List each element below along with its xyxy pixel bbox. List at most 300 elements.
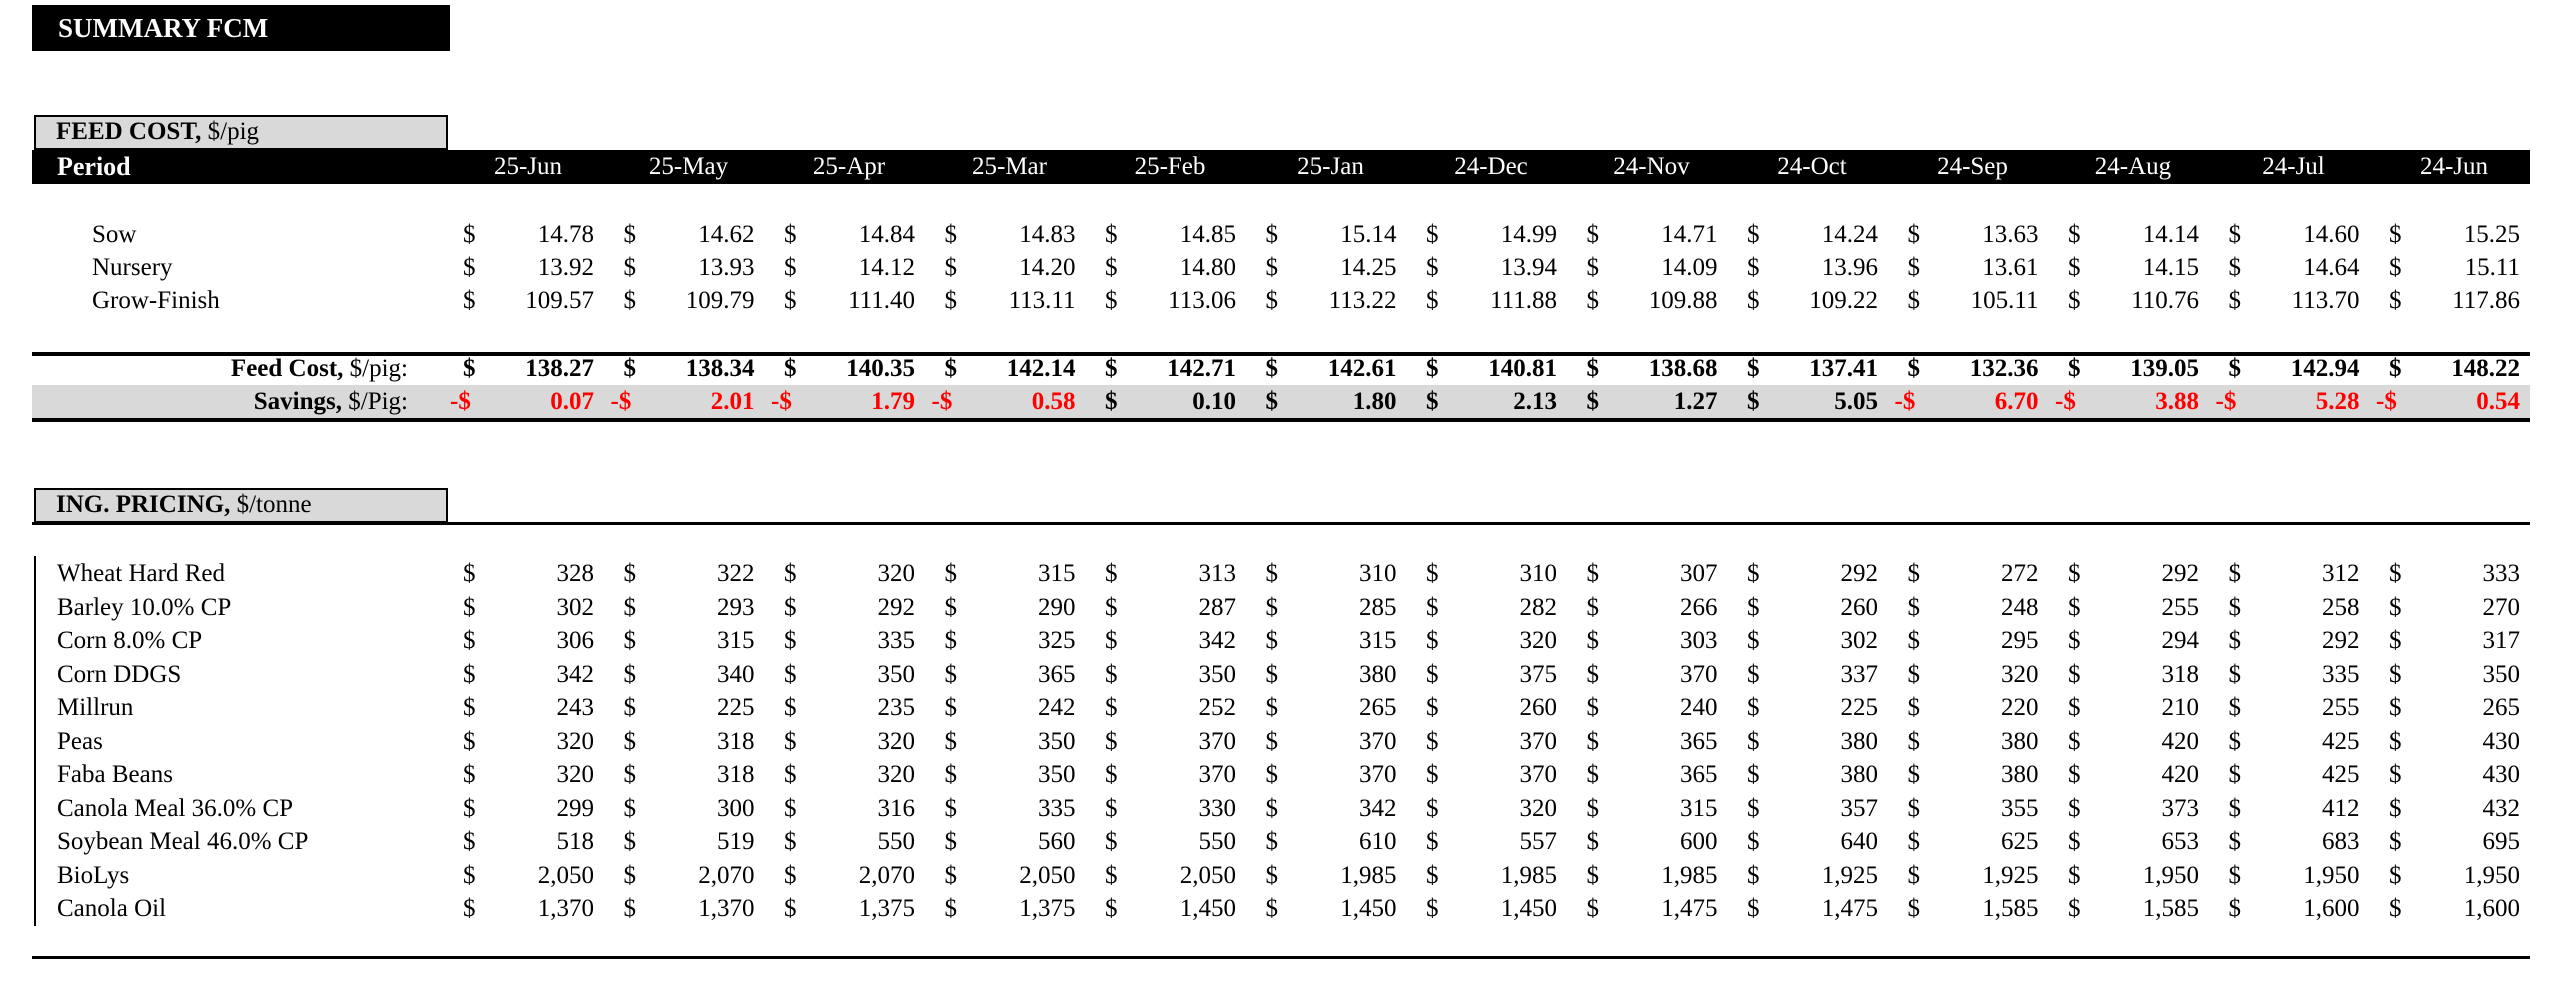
- currency-symbol: $: [1265, 761, 1278, 788]
- currency-symbol: $: [623, 727, 636, 755]
- currency-symbol: $: [2389, 660, 2402, 688]
- ing-row-value: 225: [717, 694, 755, 721]
- currency-symbol: $: [623, 221, 636, 248]
- currency-symbol: $: [2389, 627, 2402, 654]
- ing-row-value: 316: [877, 794, 915, 822]
- currency-symbol: $: [784, 895, 797, 922]
- currency-symbol: $: [1426, 660, 1439, 688]
- ing-row-value: 292: [877, 593, 915, 621]
- currency-symbol: $: [2389, 861, 2402, 889]
- currency-symbol: $: [463, 761, 476, 788]
- savings-value: 3.88: [2155, 388, 2199, 415]
- ing-row-value: 2,050: [1179, 861, 1236, 889]
- ing-row-value: 380: [1840, 761, 1878, 788]
- currency-symbol: $: [1907, 761, 1920, 788]
- feed-row-value: 15.25: [2463, 221, 2520, 248]
- currency-symbol: $: [944, 660, 957, 688]
- period-header: 24-Oct: [1777, 153, 1847, 180]
- currency-symbol: $: [2068, 794, 2081, 822]
- ing-row-value: 350: [1198, 660, 1236, 688]
- currency-symbol: $: [1747, 388, 1760, 415]
- savings-value: 5.05: [1834, 388, 1878, 415]
- currency-symbol: $: [944, 861, 957, 889]
- currency-symbol: $: [2389, 355, 2402, 382]
- ing-row-value: 2,050: [537, 861, 594, 889]
- currency-symbol: $: [1907, 593, 1920, 621]
- feed-total-value: 138.34: [685, 355, 755, 382]
- ing-row-value: 2,070: [858, 861, 915, 889]
- currency-symbol: $: [784, 355, 797, 382]
- currency-symbol: $: [1265, 727, 1278, 755]
- feed-total-value: 140.35: [846, 355, 915, 382]
- feed-row-label: Sow: [92, 221, 137, 248]
- ing-row-value: 1,950: [2463, 861, 2520, 889]
- currency-symbol: $: [1586, 694, 1599, 721]
- currency-symbol: $: [1907, 627, 1920, 654]
- ing-row-value: 328: [556, 560, 594, 587]
- ing-row-value: 235: [877, 694, 915, 721]
- ing-row-value: 318: [2161, 660, 2199, 688]
- savings-bottom-rule: [32, 418, 2530, 422]
- ing-row-label: Millrun: [57, 694, 134, 721]
- currency-symbol: $: [784, 861, 797, 889]
- ing-row-value: 318: [717, 761, 755, 788]
- ing-row-value: 310: [1359, 560, 1397, 587]
- currency-symbol: -$: [2055, 388, 2076, 415]
- currency-symbol: $: [1907, 727, 1920, 755]
- currency-symbol: $: [1747, 627, 1760, 654]
- feed-row-value: 109.57: [525, 287, 594, 314]
- currency-symbol: $: [2228, 861, 2241, 889]
- ing-row-value: 310: [1519, 560, 1557, 587]
- feed-row-value: 14.84: [858, 221, 915, 248]
- feed-total-label-bold: Feed Cost,: [230, 355, 344, 382]
- currency-symbol: $: [623, 828, 636, 855]
- feed-row-value: 13.61: [1982, 254, 2039, 281]
- currency-symbol: -$: [771, 388, 792, 415]
- currency-symbol: $: [1747, 287, 1760, 314]
- feed-row-value: 14.71: [1661, 221, 1718, 248]
- ing-row-value: 302: [1840, 627, 1878, 654]
- currency-symbol: $: [784, 727, 797, 755]
- feed-row-value: 113.06: [1168, 287, 1236, 314]
- feed-row-value: 14.25: [1340, 254, 1397, 281]
- currency-symbol: $: [784, 794, 797, 822]
- ing-row-value: 333: [2482, 560, 2520, 587]
- ing-row-value: 295: [2001, 627, 2039, 654]
- currency-symbol: -$: [1894, 388, 1916, 415]
- ing-row-label: Peas: [57, 727, 103, 755]
- ing-row-value: 425: [2322, 727, 2360, 755]
- savings-value: 1.27: [1673, 388, 1718, 415]
- ing-row-value: 242: [1038, 694, 1076, 721]
- currency-symbol: $: [623, 761, 636, 788]
- ing-row-value: 342: [556, 660, 594, 688]
- ing-row-value: 294: [2161, 627, 2199, 654]
- ing-row-value: 430: [2482, 727, 2520, 755]
- currency-symbol: $: [2228, 355, 2241, 382]
- currency-symbol: $: [784, 254, 797, 281]
- ing-row-value: 243: [556, 694, 594, 721]
- currency-symbol: $: [1747, 660, 1760, 688]
- ing-row-label: Barley 10.0% CP: [57, 593, 232, 621]
- ing-row-value: 260: [1840, 593, 1878, 621]
- ing-row-value: 292: [2161, 560, 2199, 587]
- ing-row-value: 560: [1038, 828, 1076, 855]
- ing-row-value: 365: [1680, 761, 1718, 788]
- ing-row-value: 320: [877, 761, 915, 788]
- currency-symbol: $: [1105, 727, 1118, 755]
- ing-row-value: 1,600: [2303, 895, 2360, 922]
- currency-symbol: $: [944, 287, 957, 314]
- currency-symbol: $: [784, 593, 797, 621]
- ing-row-value: 1,925: [1982, 861, 2039, 889]
- currency-symbol: $: [1586, 794, 1599, 822]
- currency-symbol: $: [1105, 694, 1118, 721]
- ing-row-value: 373: [2161, 794, 2199, 822]
- feed-row-value: 13.63: [1982, 221, 2039, 248]
- currency-symbol: $: [944, 828, 957, 855]
- ing-row-value: 370: [1198, 727, 1236, 755]
- currency-symbol: $: [1586, 895, 1599, 922]
- feed-total-value: 148.22: [2451, 355, 2520, 382]
- period-header: 25-Jan: [1297, 153, 1364, 180]
- ing-row-value: 370: [1519, 727, 1557, 755]
- ing-row-value: 315: [1359, 627, 1397, 654]
- currency-symbol: $: [463, 794, 476, 822]
- ing-row-value: 302: [556, 593, 594, 621]
- ing-row-value: 1,375: [1019, 895, 1076, 922]
- ing-row-value: 320: [1519, 627, 1557, 654]
- currency-symbol: $: [2389, 694, 2402, 721]
- currency-symbol: $: [1426, 627, 1439, 654]
- currency-symbol: $: [623, 254, 636, 281]
- ing-pricing-top-rule: [32, 522, 2530, 525]
- feed-cost-section-unit: $/pig: [201, 118, 260, 145]
- ing-row-value: 315: [1038, 560, 1076, 587]
- ing-row-value: 340: [717, 660, 755, 688]
- ing-row-value: 370: [1680, 660, 1718, 688]
- feed-row-value: 117.86: [2452, 287, 2520, 314]
- currency-symbol: $: [1265, 861, 1278, 889]
- ing-row-value: 287: [1198, 593, 1236, 621]
- ing-row-value: 1,585: [2142, 895, 2199, 922]
- currency-symbol: $: [1426, 560, 1439, 587]
- ing-row-value: 350: [1038, 727, 1076, 755]
- savings-value: 0.07: [550, 388, 594, 415]
- currency-symbol: $: [1586, 627, 1599, 654]
- savings-value: 0.10: [1192, 388, 1236, 415]
- period-header: 25-Apr: [812, 153, 886, 180]
- currency-symbol: $: [1586, 761, 1599, 788]
- ing-row-value: 1,450: [1179, 895, 1236, 922]
- ing-row-value: 248: [2001, 593, 2039, 621]
- ing-row-value: 290: [1038, 593, 1076, 621]
- ing-row-value: 320: [877, 727, 915, 755]
- currency-symbol: $: [1426, 388, 1439, 415]
- currency-symbol: -$: [2376, 388, 2397, 415]
- ing-row-value: 370: [1519, 761, 1557, 788]
- ing-row-value: 695: [2482, 828, 2520, 855]
- ing-row-value: 330: [1198, 794, 1236, 822]
- currency-symbol: $: [1907, 861, 1920, 889]
- currency-symbol: $: [944, 221, 957, 248]
- currency-symbol: $: [1907, 794, 1920, 822]
- ing-row-value: 306: [556, 627, 594, 654]
- period-header: 24-Dec: [1454, 153, 1528, 180]
- currency-symbol: $: [1747, 861, 1760, 889]
- ing-row-value: 1,985: [1661, 861, 1718, 889]
- feed-row-value: 14.12: [858, 254, 915, 281]
- ing-row-value: 265: [1359, 694, 1397, 721]
- currency-symbol: $: [463, 287, 476, 314]
- period-header: 24-Jul: [2262, 153, 2325, 180]
- ing-row-value: 2,050: [1019, 861, 1076, 889]
- feed-total-value: 139.05: [2130, 355, 2199, 382]
- currency-symbol: $: [1426, 727, 1439, 755]
- ing-row-value: 282: [1519, 593, 1557, 621]
- ing-row-value: 357: [1840, 794, 1878, 822]
- currency-symbol: $: [463, 627, 476, 654]
- ing-row-value: 350: [2482, 660, 2520, 688]
- feed-row-value: 110.76: [2131, 287, 2199, 314]
- currency-symbol: $: [1426, 794, 1439, 822]
- currency-symbol: $: [1586, 593, 1599, 621]
- period-label: Period: [57, 152, 131, 181]
- currency-symbol: $: [1907, 221, 1920, 248]
- currency-symbol: $: [2068, 287, 2081, 314]
- ing-row-value: 315: [717, 627, 755, 654]
- currency-symbol: $: [944, 355, 957, 382]
- feed-cost-section-header: [34, 115, 448, 150]
- currency-symbol: $: [1105, 828, 1118, 855]
- ing-row-label: Canola Meal 36.0% CP: [57, 794, 294, 822]
- ing-row-value: 550: [877, 828, 915, 855]
- currency-symbol: -$: [2215, 388, 2237, 415]
- currency-symbol: $: [1105, 895, 1118, 922]
- currency-symbol: $: [1586, 727, 1599, 755]
- savings-value: 2.01: [710, 388, 755, 415]
- feed-row-value: 14.85: [1179, 221, 1236, 248]
- currency-symbol: $: [1265, 254, 1278, 281]
- currency-symbol: $: [1426, 694, 1439, 721]
- currency-symbol: $: [784, 221, 797, 248]
- currency-symbol: $: [1426, 861, 1439, 889]
- feed-row-value: 13.92: [537, 254, 594, 281]
- ing-row-value: 370: [1198, 761, 1236, 788]
- ing-row-value: 1,475: [1821, 895, 1878, 922]
- ing-row-value: 255: [2161, 593, 2199, 621]
- savings-value: 0.54: [2476, 388, 2520, 415]
- currency-symbol: $: [2389, 828, 2402, 855]
- feed-row-value: 14.14: [2142, 221, 2199, 248]
- ing-row-value: 365: [1038, 660, 1076, 688]
- currency-symbol: $: [1426, 355, 1439, 382]
- currency-symbol: $: [1265, 828, 1278, 855]
- currency-symbol: $: [1265, 560, 1278, 587]
- currency-symbol: $: [1747, 895, 1760, 922]
- ing-row-value: 313: [1198, 560, 1236, 587]
- currency-symbol: -$: [931, 388, 953, 415]
- ing-row-value: 325: [1038, 627, 1076, 654]
- feed-row-value: 13.94: [1500, 254, 1557, 281]
- currency-symbol: $: [2389, 560, 2402, 587]
- feed-row-value: 113.22: [1328, 287, 1397, 314]
- currency-symbol: $: [1105, 761, 1118, 788]
- ing-row-value: 430: [2482, 761, 2520, 788]
- currency-symbol: $: [2389, 761, 2402, 788]
- currency-symbol: $: [944, 593, 957, 621]
- currency-symbol: $: [2068, 861, 2081, 889]
- ing-row-value: 610: [1359, 828, 1397, 855]
- currency-symbol: $: [1265, 388, 1278, 415]
- savings-value: 0.58: [1031, 388, 1076, 415]
- ing-row-value: 266: [1680, 593, 1718, 621]
- currency-symbol: $: [1586, 254, 1599, 281]
- period-header: 24-Aug: [2094, 153, 2172, 180]
- ing-row-value: 260: [1519, 694, 1557, 721]
- currency-symbol: $: [463, 895, 476, 922]
- currency-symbol: $: [1105, 794, 1118, 822]
- ing-row-value: 315: [1680, 794, 1718, 822]
- currency-symbol: $: [2228, 221, 2241, 248]
- ing-row-value: 1,475: [1661, 895, 1718, 922]
- currency-symbol: $: [463, 355, 476, 382]
- currency-symbol: $: [623, 895, 636, 922]
- ing-row-value: 320: [877, 560, 915, 587]
- ing-row-value: 320: [1519, 794, 1557, 822]
- currency-symbol: $: [1426, 593, 1439, 621]
- feed-total-value: 142.71: [1167, 355, 1236, 382]
- currency-symbol: $: [463, 660, 476, 688]
- currency-symbol: $: [1105, 593, 1118, 621]
- currency-symbol: $: [1747, 355, 1760, 382]
- ing-row-value: 683: [2322, 828, 2360, 855]
- ing-row-value: 1,925: [1821, 861, 1878, 889]
- currency-symbol: $: [1747, 761, 1760, 788]
- ing-row-value: 1,950: [2303, 861, 2360, 889]
- ing-row-value: 258: [2322, 593, 2360, 621]
- currency-symbol: $: [784, 560, 797, 587]
- currency-symbol: $: [463, 694, 476, 721]
- currency-symbol: $: [2228, 895, 2241, 922]
- ing-row-label: Wheat Hard Red: [57, 560, 225, 587]
- ing-row-value: 307: [1680, 560, 1718, 587]
- savings-label-bold: Savings,: [253, 388, 342, 415]
- ing-row-value: 350: [1038, 761, 1076, 788]
- currency-symbol: $: [1907, 287, 1920, 314]
- ing-row-value: 2,070: [698, 861, 755, 889]
- feed-row-value: 113.11: [1008, 287, 1076, 314]
- ing-pricing-section-label: ING. PRICING,: [56, 491, 231, 518]
- currency-symbol: $: [2068, 355, 2081, 382]
- savings-label: [60, 385, 408, 418]
- currency-symbol: $: [944, 694, 957, 721]
- feed-total-value: 142.14: [1006, 355, 1076, 382]
- ing-row-value: 320: [556, 761, 594, 788]
- currency-symbol: $: [623, 593, 636, 621]
- period-header: 24-Jun: [2419, 153, 2489, 180]
- period-header: 24-Sep: [1937, 153, 2008, 180]
- feed-total-label-unit: $/pig:: [343, 355, 408, 382]
- ing-row-value: 342: [1198, 627, 1236, 654]
- ing-row-value: 380: [1359, 660, 1397, 688]
- ing-row-value: 1,450: [1500, 895, 1557, 922]
- ing-row-value: 350: [877, 660, 915, 688]
- currency-symbol: $: [1586, 560, 1599, 587]
- currency-symbol: $: [1265, 895, 1278, 922]
- ing-row-value: 518: [556, 828, 594, 855]
- currency-symbol: $: [1747, 828, 1760, 855]
- currency-symbol: $: [1265, 355, 1278, 382]
- ing-row-value: 335: [1038, 794, 1076, 822]
- ing-row-value: 322: [717, 560, 755, 587]
- ing-row-label: Soybean Meal 46.0% CP: [57, 828, 309, 855]
- currency-symbol: $: [1426, 221, 1439, 248]
- feed-row-label: Nursery: [92, 254, 173, 281]
- ing-row-value: 1,985: [1340, 861, 1397, 889]
- feed-row-value: 14.20: [1019, 254, 1076, 281]
- currency-symbol: $: [2228, 287, 2241, 314]
- currency-symbol: $: [1105, 560, 1118, 587]
- feed-row-value: 14.60: [2303, 221, 2360, 248]
- currency-symbol: $: [2068, 895, 2081, 922]
- ing-row-value: 412: [2322, 794, 2360, 822]
- currency-symbol: $: [463, 560, 476, 587]
- feed-row-value: 14.62: [698, 221, 755, 248]
- currency-symbol: $: [1105, 627, 1118, 654]
- ing-row-value: 337: [1840, 660, 1878, 688]
- ing-row-label: Faba Beans: [57, 761, 173, 788]
- ing-row-value: 420: [2161, 727, 2199, 755]
- currency-symbol: $: [784, 694, 797, 721]
- currency-symbol: $: [1105, 221, 1118, 248]
- ing-row-label: Corn 8.0% CP: [57, 627, 203, 654]
- currency-symbol: $: [623, 660, 636, 688]
- feed-row-value: 111.40: [848, 287, 915, 314]
- savings-value: 2.13: [1513, 388, 1557, 415]
- ing-row-label: Corn DDGS: [57, 660, 182, 688]
- currency-symbol: $: [1586, 221, 1599, 248]
- currency-symbol: $: [1426, 828, 1439, 855]
- feed-row-value: 15.11: [2464, 254, 2520, 281]
- currency-symbol: $: [944, 727, 957, 755]
- feed-row-value: 14.09: [1661, 254, 1718, 281]
- ing-row-value: 1,600: [2463, 895, 2520, 922]
- ing-row-value: 550: [1198, 828, 1236, 855]
- ing-row-value: 312: [2322, 560, 2360, 587]
- ing-row-value: 425: [2322, 761, 2360, 788]
- period-header: 24-Nov: [1613, 153, 1690, 180]
- currency-symbol: $: [944, 794, 957, 822]
- ing-row-value: 272: [2001, 560, 2039, 587]
- ing-row-label: Canola Oil: [57, 895, 167, 922]
- currency-symbol: $: [2389, 221, 2402, 248]
- currency-symbol: $: [2228, 627, 2241, 654]
- currency-symbol: $: [1105, 287, 1118, 314]
- currency-symbol: $: [463, 861, 476, 889]
- feed-row-value: 14.78: [537, 221, 594, 248]
- ing-row-value: 380: [2001, 727, 2039, 755]
- currency-symbol: $: [623, 560, 636, 587]
- currency-symbol: $: [2228, 593, 2241, 621]
- currency-symbol: $: [1907, 660, 1920, 688]
- ing-row-value: 1,985: [1500, 861, 1557, 889]
- currency-symbol: $: [1586, 828, 1599, 855]
- currency-symbol: $: [1105, 355, 1118, 382]
- ing-row-value: 557: [1519, 828, 1557, 855]
- ing-pricing-bottom-rule: [32, 956, 2530, 959]
